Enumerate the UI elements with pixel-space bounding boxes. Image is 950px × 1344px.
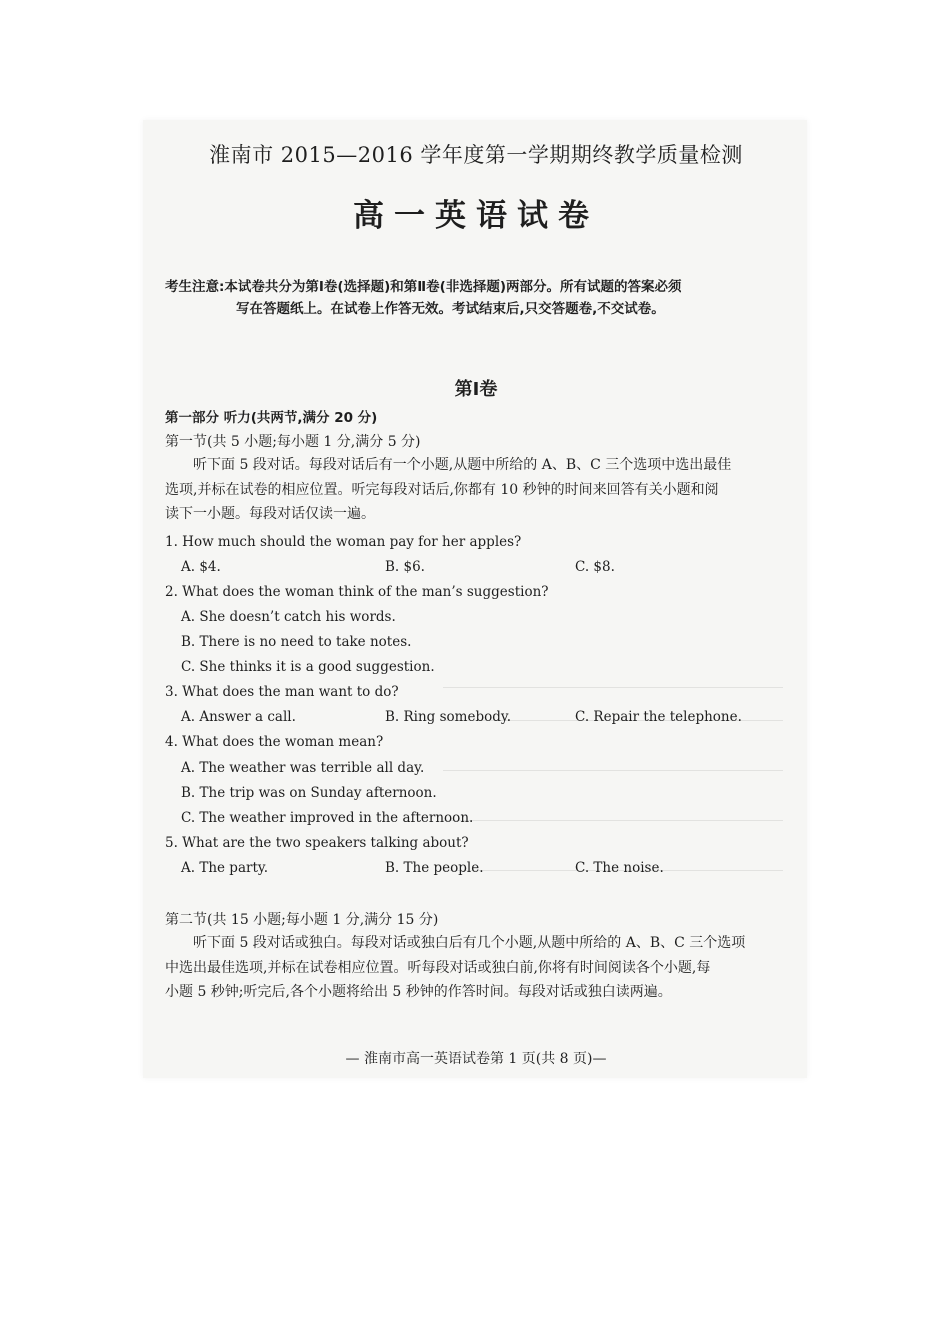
- notice-label: 考生注意:: [165, 279, 225, 295]
- volume-title: 第Ⅰ卷: [454, 379, 498, 400]
- instructions-line: 选项,并标在试卷的相应位置。听完每段对话后,你都有 10 秒钟的时间来回答有关小题和阅: [165, 481, 719, 498]
- question-1-option-b: B. $6.: [385, 559, 425, 575]
- part-1-title: 第一部分 听力(共两节,满分 20 分): [165, 410, 378, 426]
- section-2-instructions: [165, 931, 787, 1005]
- bleed-through-line: [443, 820, 783, 821]
- section-1-title: 第一节(共 5 小题;每小题 1 分,满分 5 分): [165, 434, 421, 450]
- section-1-instructions: [165, 453, 787, 527]
- question-4-stem: 4. What does the woman mean?: [165, 734, 384, 750]
- notice-line-2: 写在答题纸上。在试卷上作答无效。考试结束后,只交答题卷,不交试卷。: [236, 301, 665, 317]
- notice-line-1: 本试卷共分为第Ⅰ卷(选择题)和第Ⅱ卷(非选择题)两部分。所有试题的答案必须: [224, 279, 682, 295]
- question-3-option-a: A. Answer a call.: [181, 709, 296, 725]
- question-3-option-b: B. Ring somebody.: [385, 709, 511, 725]
- section-2-title: 第二节(共 15 小题;每小题 1 分,满分 15 分): [165, 912, 439, 928]
- instructions-line: 读下一小题。每段对话仅读一遍。: [165, 506, 375, 522]
- exam-subject: 高一英语试卷: [353, 198, 599, 234]
- question-4-option-c: C. The weather improved in the afternoon.: [181, 810, 474, 826]
- question-5-option-c: C. The noise.: [575, 860, 664, 876]
- page-footer: — 淮南市高一英语试卷第 1 页(共 8 页)—: [345, 1051, 607, 1067]
- question-4-option-a: A. The weather was terrible all day.: [181, 760, 425, 776]
- instructions-line: 小题 5 秒钟;听完后,各个小题将给出 5 秒钟的作答时间。每段对话或独白读两遍。: [165, 984, 672, 1000]
- question-1-option-c: C. $8.: [575, 559, 615, 575]
- question-3-stem: 3. What does the man want to do?: [165, 684, 399, 700]
- exam-title: 淮南市 2015—2016 学年度第一学期期终教学质量检测: [209, 143, 743, 167]
- question-2-stem: 2. What does the woman think of the man’s suggestion?: [165, 584, 549, 600]
- question-4-option-b: B. The trip was on Sunday afternoon.: [181, 785, 437, 801]
- question-2-option-b: B. There is no need to take notes.: [181, 634, 412, 650]
- instructions-line: 中选出最佳选项,并标在试卷相应位置。听每段对话或独白前,你将有时间阅读各个小题,每: [165, 959, 711, 976]
- question-5-option-a: A. The party.: [181, 860, 269, 876]
- bleed-through-line: [443, 687, 783, 688]
- question-1-option-a: A. $4.: [181, 559, 221, 575]
- question-3-option-c: C. Repair the telephone.: [575, 709, 742, 725]
- instructions-line: 听下面 5 段对话。每段对话后有一个小题,从题中所给的 A、B、C 三个选项中选出最佳: [193, 457, 732, 473]
- question-5-option-b: B. The people.: [385, 860, 484, 876]
- question-2-option-c: C. She thinks it is a good suggestion.: [181, 659, 435, 675]
- instructions-line: 听下面 5 段对话或独白。每段对话或独白后有几个小题,从题中所给的 A、B、C 三个选项: [193, 935, 746, 951]
- question-5-stem: 5. What are the two speakers talking about?: [165, 835, 469, 851]
- question-2-option-a: A. She doesn’t catch his words.: [181, 609, 396, 625]
- exam-notice: [165, 276, 787, 320]
- bleed-through-line: [443, 770, 783, 771]
- exam-page: [143, 120, 807, 1078]
- question-1-stem: 1. How much should the woman pay for her apples?: [165, 534, 522, 550]
